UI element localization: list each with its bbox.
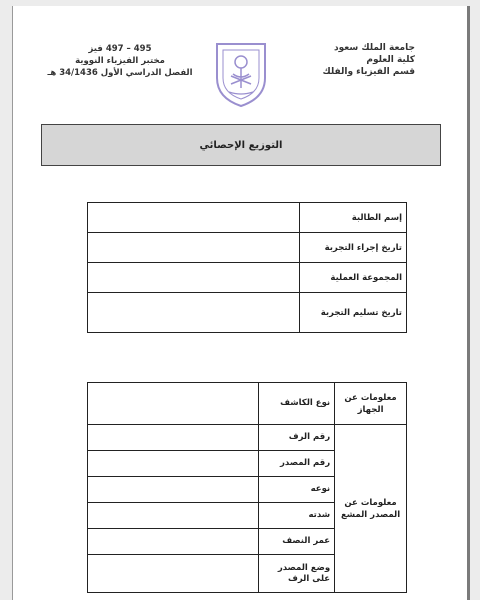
- half-life-label: عمر النصف: [259, 529, 335, 555]
- student-name-label: إسم الطالبة: [299, 203, 406, 233]
- student-info-table: [87, 202, 407, 333]
- table-row: [88, 383, 407, 425]
- lab-group-label: المجموعة العملية: [299, 263, 406, 293]
- half-life-field[interactable]: [88, 529, 259, 555]
- table-row: [88, 263, 407, 293]
- college-name: كلية العلوم: [366, 55, 415, 65]
- semester: الفصل الدراسي الأول 34/1436 هـ: [47, 68, 193, 78]
- intensity-label: شدته: [259, 503, 335, 529]
- university-name: جامعة الملك سعود: [334, 43, 415, 53]
- institution-header: [265, 42, 415, 78]
- table-row: [88, 293, 407, 333]
- detector-type-field[interactable]: [88, 383, 259, 425]
- source-number-field[interactable]: [88, 451, 259, 477]
- course-header: [45, 43, 195, 79]
- source-type-label: نوعه: [259, 477, 335, 503]
- submission-date-field[interactable]: [88, 293, 300, 333]
- table-row: [88, 203, 407, 233]
- department-name: قسم الفيزياء والفلك: [322, 67, 415, 77]
- device-info-table: [87, 382, 407, 593]
- experiment-date-label: تاريخ إجراء التجربة: [299, 233, 406, 263]
- source-position-field[interactable]: [88, 555, 259, 593]
- table-row: [88, 425, 407, 451]
- lab-group-field[interactable]: [88, 263, 300, 293]
- source-info-label: معلومات عن المصدر المشع: [335, 425, 407, 593]
- course-code: 495 – 497 فيز: [88, 44, 152, 54]
- experiment-title: التوزيع الإحصائي: [41, 124, 441, 166]
- shelf-number-field[interactable]: [88, 425, 259, 451]
- device-info-label: معلومات عن الجهاز: [335, 383, 407, 425]
- lab-name: مختبر الفيزياء النووية: [75, 56, 165, 66]
- source-position-label: وضع المصدر على الرف: [259, 555, 335, 593]
- intensity-field[interactable]: [88, 503, 259, 529]
- university-seal-icon: [209, 38, 273, 110]
- source-type-field[interactable]: [88, 477, 259, 503]
- student-name-field[interactable]: [88, 203, 300, 233]
- detector-type-label: نوع الكاشف: [259, 383, 335, 425]
- source-number-label: رقم المصدر: [259, 451, 335, 477]
- table-row: [88, 233, 407, 263]
- shelf-number-label: رقم الرف: [259, 425, 335, 451]
- submission-date-label: تاريخ تسليم التجربة: [299, 293, 406, 333]
- experiment-date-field[interactable]: [88, 233, 300, 263]
- document-page: [12, 6, 470, 600]
